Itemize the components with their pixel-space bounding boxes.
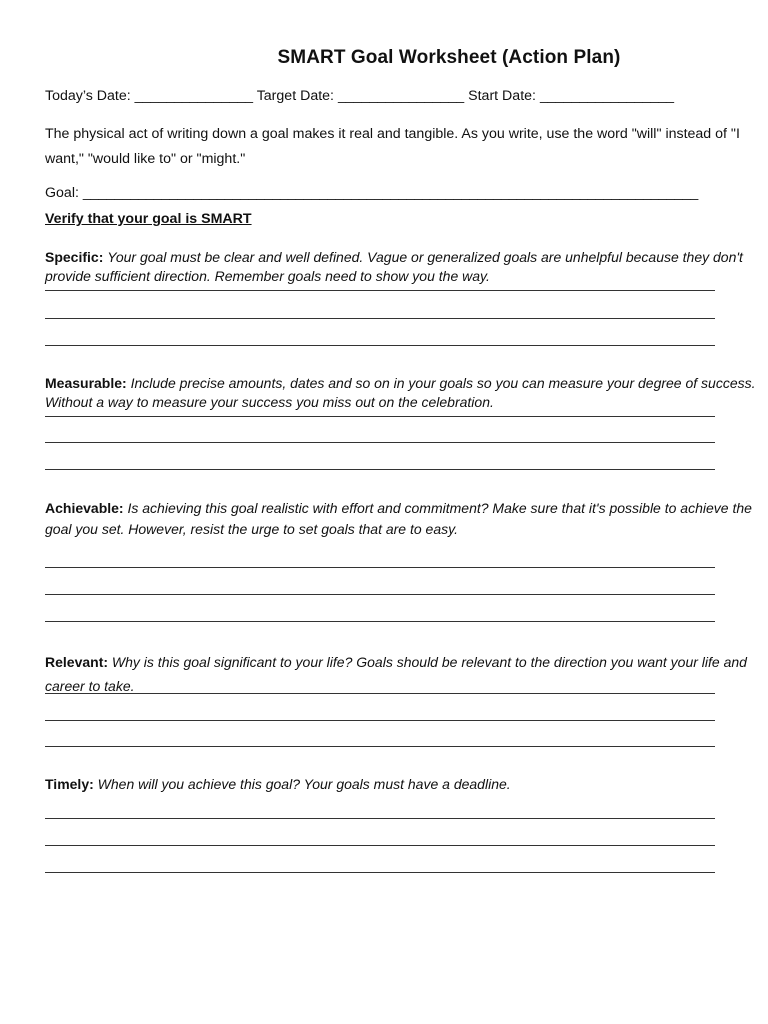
goal-blank[interactable]: ______________________________________________________________________________ xyxy=(82,185,699,201)
achievable-label: Achievable: xyxy=(45,500,124,516)
relevant-answer-line[interactable] xyxy=(45,720,715,721)
specific-label: Specific: xyxy=(45,249,104,265)
measurable-answer-line[interactable] xyxy=(45,442,715,443)
relevant-answer-line[interactable] xyxy=(45,746,715,747)
timely-answer-line[interactable] xyxy=(45,818,715,819)
verify-heading: Verify that your goal is SMART xyxy=(45,211,252,227)
achievable-description: Is achieving this goal realistic with effort and commitment? Make sure that it's possible to achieve the goal you set. However, resist the urge to set goals that are to easy. xyxy=(45,500,752,537)
target-date-blank[interactable]: ________________ xyxy=(337,88,465,104)
relevant-description: Why is this goal significant to your life? Goals should be relevant to the direction you want your life and career to take. xyxy=(45,654,747,694)
specific-section xyxy=(45,248,757,286)
measurable-label: Measurable: xyxy=(45,375,127,391)
measurable-answer-line[interactable] xyxy=(45,416,715,417)
specific-answer-line[interactable] xyxy=(45,345,715,346)
measurable-description: Include precise amounts, dates and so on in your goals so you can measure your degree of success. Without a way to measure your success you miss out on the celebration. xyxy=(45,375,756,410)
achievable-answer-line[interactable] xyxy=(45,594,715,595)
timely-section xyxy=(45,775,757,794)
start-date-label: Start Date: xyxy=(468,88,536,104)
relevant-answer-line[interactable] xyxy=(45,693,715,694)
specific-answer-line[interactable] xyxy=(45,290,715,291)
todays-date-blank[interactable]: _______________ xyxy=(134,88,254,104)
goal-label: Goal: xyxy=(45,185,79,201)
target-date-label: Target Date: xyxy=(256,88,334,104)
timely-answer-line[interactable] xyxy=(45,872,715,873)
start-date-blank[interactable]: _________________ xyxy=(539,88,675,104)
specific-answer-line[interactable] xyxy=(45,318,715,319)
date-fields-row xyxy=(45,88,674,104)
timely-answer-line[interactable] xyxy=(45,845,715,846)
relevant-label: Relevant: xyxy=(45,654,109,670)
todays-date-label: Today’s Date: xyxy=(45,88,131,104)
page-title: SMART Goal Worksheet (Action Plan) xyxy=(277,47,621,68)
timely-label: Timely: xyxy=(45,776,94,792)
specific-description: Your goal must be clear and well defined. Vague or generalized goals are unhelpful because they don't provide sufficient direction. Remember goals need to show you the way. xyxy=(45,249,743,284)
intro-paragraph: The physical act of writing down a goal makes it real and tangible. As you write, use the word "will" instead of "I want," "would like to" or "might." xyxy=(45,126,740,167)
achievable-answer-line[interactable] xyxy=(45,567,715,568)
relevant-section xyxy=(45,650,757,698)
goal-field-row xyxy=(45,185,698,201)
timely-description: When will you achieve this goal? Your goals must have a deadline. xyxy=(97,776,511,792)
achievable-answer-line[interactable] xyxy=(45,621,715,622)
measurable-section xyxy=(45,374,757,412)
measurable-answer-line[interactable] xyxy=(45,469,715,470)
achievable-section xyxy=(45,498,757,540)
